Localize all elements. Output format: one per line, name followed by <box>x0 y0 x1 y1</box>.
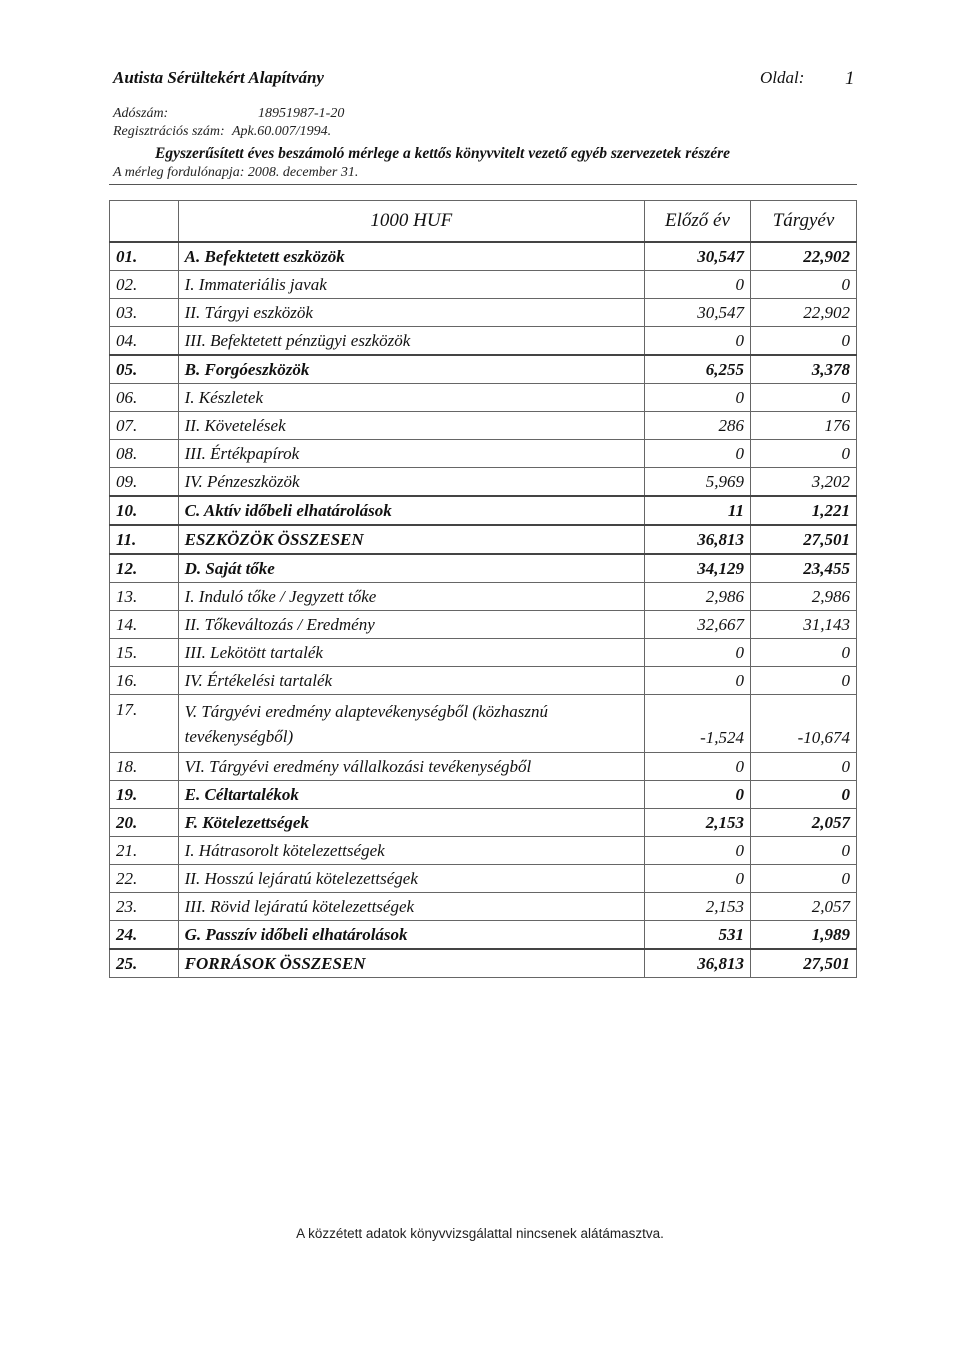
table-row <box>110 355 857 384</box>
row-number: 03. <box>110 299 179 327</box>
current-year-value: 2,057 <box>750 809 856 837</box>
row-label: II. Tárgyi eszközök <box>178 299 644 327</box>
row-label: II. Követelések <box>178 412 644 440</box>
table-row <box>110 271 857 299</box>
previous-year-value: 0 <box>645 440 751 468</box>
previous-year-value: 2,153 <box>645 893 751 921</box>
row-label: IV. Pénzeszközök <box>178 468 644 497</box>
row-number: 10. <box>110 496 179 525</box>
table-row <box>110 554 857 583</box>
row-label: V. Tárgyévi eredmény alaptevékenységből (közhasznú tevékenységből) <box>178 695 644 753</box>
previous-year-header: Előző év <box>645 201 751 243</box>
balance-sheet-table <box>109 200 857 978</box>
row-number: 04. <box>110 327 179 356</box>
previous-year-value: 0 <box>645 781 751 809</box>
row-label: III. Befektetett pénzügyi eszközök <box>178 327 644 356</box>
current-year-value: 0 <box>750 865 856 893</box>
table-row <box>110 525 857 554</box>
row-number: 14. <box>110 611 179 639</box>
row-number: 19. <box>110 781 179 809</box>
previous-year-value: -1,524 <box>645 695 751 753</box>
table-row <box>110 809 857 837</box>
row-label: A. Befektetett eszközök <box>178 242 644 271</box>
previous-year-value: 0 <box>645 667 751 695</box>
table-row <box>110 865 857 893</box>
row-number: 07. <box>110 412 179 440</box>
tax-number-label: Adószám: <box>113 106 169 121</box>
previous-year-value: 36,813 <box>645 949 751 978</box>
current-year-value: 0 <box>750 271 856 299</box>
current-year-value: 2,057 <box>750 893 856 921</box>
row-number: 17. <box>110 695 179 753</box>
row-number: 22. <box>110 865 179 893</box>
table-row <box>110 949 857 978</box>
row-number: 21. <box>110 837 179 865</box>
table-row <box>110 781 857 809</box>
row-label: FORRÁSOK ÖSSZESEN <box>178 949 644 978</box>
row-number: 11. <box>110 525 179 554</box>
row-number: 15. <box>110 639 179 667</box>
current-year-value: 0 <box>750 639 856 667</box>
row-label: III. Értékpapírok <box>178 440 644 468</box>
row-label: G. Passzív időbeli elhatárolások <box>178 921 644 950</box>
current-year-header: Tárgyév <box>750 201 856 243</box>
row-label: III. Rövid lejáratú kötelezettségek <box>178 893 644 921</box>
current-year-value: 0 <box>750 667 856 695</box>
row-number: 13. <box>110 583 179 611</box>
previous-year-value: 0 <box>645 384 751 412</box>
current-year-value: -10,674 <box>750 695 856 753</box>
row-label: II. Hosszú lejáratú kötelezettségek <box>178 865 644 893</box>
current-year-value: 0 <box>750 440 856 468</box>
previous-year-value: 11 <box>645 496 751 525</box>
page-label: Oldal: <box>760 68 805 87</box>
row-label: ESZKÖZÖK ÖSSZESEN <box>178 525 644 554</box>
previous-year-value: 30,547 <box>645 299 751 327</box>
previous-year-value: 0 <box>645 865 751 893</box>
header-divider <box>109 184 857 185</box>
disclaimer-footer: A közzétett adatok könyvvizsgálattal nincsenek alátámasztva. <box>296 1226 664 1241</box>
current-year-value: 27,501 <box>750 949 856 978</box>
previous-year-value: 0 <box>645 271 751 299</box>
row-label: I. Hátrasorolt kötelezettségek <box>178 837 644 865</box>
registration-value: Apk.60.007/1994. <box>232 124 332 139</box>
row-label: F. Kötelezettségek <box>178 809 644 837</box>
table-header-row <box>110 201 857 243</box>
current-year-value: 22,902 <box>750 242 856 271</box>
table-row <box>110 667 857 695</box>
current-year-value: 0 <box>750 327 856 356</box>
table-row <box>110 468 857 497</box>
table-row <box>110 384 857 412</box>
table-row <box>110 440 857 468</box>
row-label: IV. Értékelési tartalék <box>178 667 644 695</box>
previous-year-value: 36,813 <box>645 525 751 554</box>
current-year-value: 0 <box>750 384 856 412</box>
row-number: 25. <box>110 949 179 978</box>
table-row <box>110 837 857 865</box>
current-year-value: 0 <box>750 837 856 865</box>
table-row <box>110 921 857 950</box>
row-label: VI. Tárgyévi eredmény vállalkozási tevékenységből <box>178 753 644 781</box>
header-blank-cell <box>110 201 179 243</box>
current-year-value: 3,202 <box>750 468 856 497</box>
row-label: D. Saját tőke <box>178 554 644 583</box>
previous-year-value: 0 <box>645 327 751 356</box>
current-year-value: 1,221 <box>750 496 856 525</box>
current-year-value: 0 <box>750 781 856 809</box>
current-year-value: 3,378 <box>750 355 856 384</box>
previous-year-value: 34,129 <box>645 554 751 583</box>
previous-year-value: 531 <box>645 921 751 950</box>
table-row <box>110 695 857 753</box>
table-row <box>110 893 857 921</box>
balance-date: A mérleg fordulónapja: 2008. december 31. <box>113 165 359 180</box>
table-row <box>110 753 857 781</box>
organization-name: Autista Sérültekért Alapítvány <box>113 68 324 87</box>
row-number: 24. <box>110 921 179 950</box>
current-year-value: 27,501 <box>750 525 856 554</box>
table-row <box>110 412 857 440</box>
row-label: E. Céltartalékok <box>178 781 644 809</box>
table-row <box>110 611 857 639</box>
row-number: 23. <box>110 893 179 921</box>
previous-year-value: 0 <box>645 837 751 865</box>
report-subtitle: Egyszerűsített éves beszámoló mérlege a kettős könyvvitelt vezető egyéb szervezetek részére <box>155 145 731 162</box>
row-label: III. Lekötött tartalék <box>178 639 644 667</box>
row-label: B. Forgóeszközök <box>178 355 644 384</box>
row-label: II. Tőkeváltozás / Eredmény <box>178 611 644 639</box>
previous-year-value: 0 <box>645 639 751 667</box>
registration-label: Regisztrációs szám: <box>113 124 225 139</box>
row-label: I. Immateriális javak <box>178 271 644 299</box>
row-number: 06. <box>110 384 179 412</box>
table-row <box>110 496 857 525</box>
unit-header: 1000 HUF <box>178 201 644 243</box>
current-year-value: 2,986 <box>750 583 856 611</box>
current-year-value: 1,989 <box>750 921 856 950</box>
table-row <box>110 639 857 667</box>
previous-year-value: 5,969 <box>645 468 751 497</box>
previous-year-value: 32,667 <box>645 611 751 639</box>
row-number: 18. <box>110 753 179 781</box>
row-label: I. Induló tőke / Jegyzett tőke <box>178 583 644 611</box>
row-number: 09. <box>110 468 179 497</box>
current-year-value: 176 <box>750 412 856 440</box>
table-row <box>110 299 857 327</box>
row-label: C. Aktív időbeli elhatárolások <box>178 496 644 525</box>
tax-number-value: 18951987-1-20 <box>258 106 345 121</box>
current-year-value: 31,143 <box>750 611 856 639</box>
current-year-value: 22,902 <box>750 299 856 327</box>
previous-year-value: 0 <box>645 753 751 781</box>
previous-year-value: 286 <box>645 412 751 440</box>
previous-year-value: 6,255 <box>645 355 751 384</box>
current-year-value: 0 <box>750 753 856 781</box>
row-number: 01. <box>110 242 179 271</box>
current-year-value: 23,455 <box>750 554 856 583</box>
previous-year-value: 2,153 <box>645 809 751 837</box>
previous-year-value: 2,986 <box>645 583 751 611</box>
row-label: I. Készletek <box>178 384 644 412</box>
row-number: 02. <box>110 271 179 299</box>
table-row <box>110 327 857 356</box>
row-number: 20. <box>110 809 179 837</box>
page-number: 1 <box>845 68 855 89</box>
previous-year-value: 30,547 <box>645 242 751 271</box>
table-row <box>110 242 857 271</box>
row-number: 08. <box>110 440 179 468</box>
row-number: 16. <box>110 667 179 695</box>
row-number: 05. <box>110 355 179 384</box>
row-number: 12. <box>110 554 179 583</box>
table-row <box>110 583 857 611</box>
